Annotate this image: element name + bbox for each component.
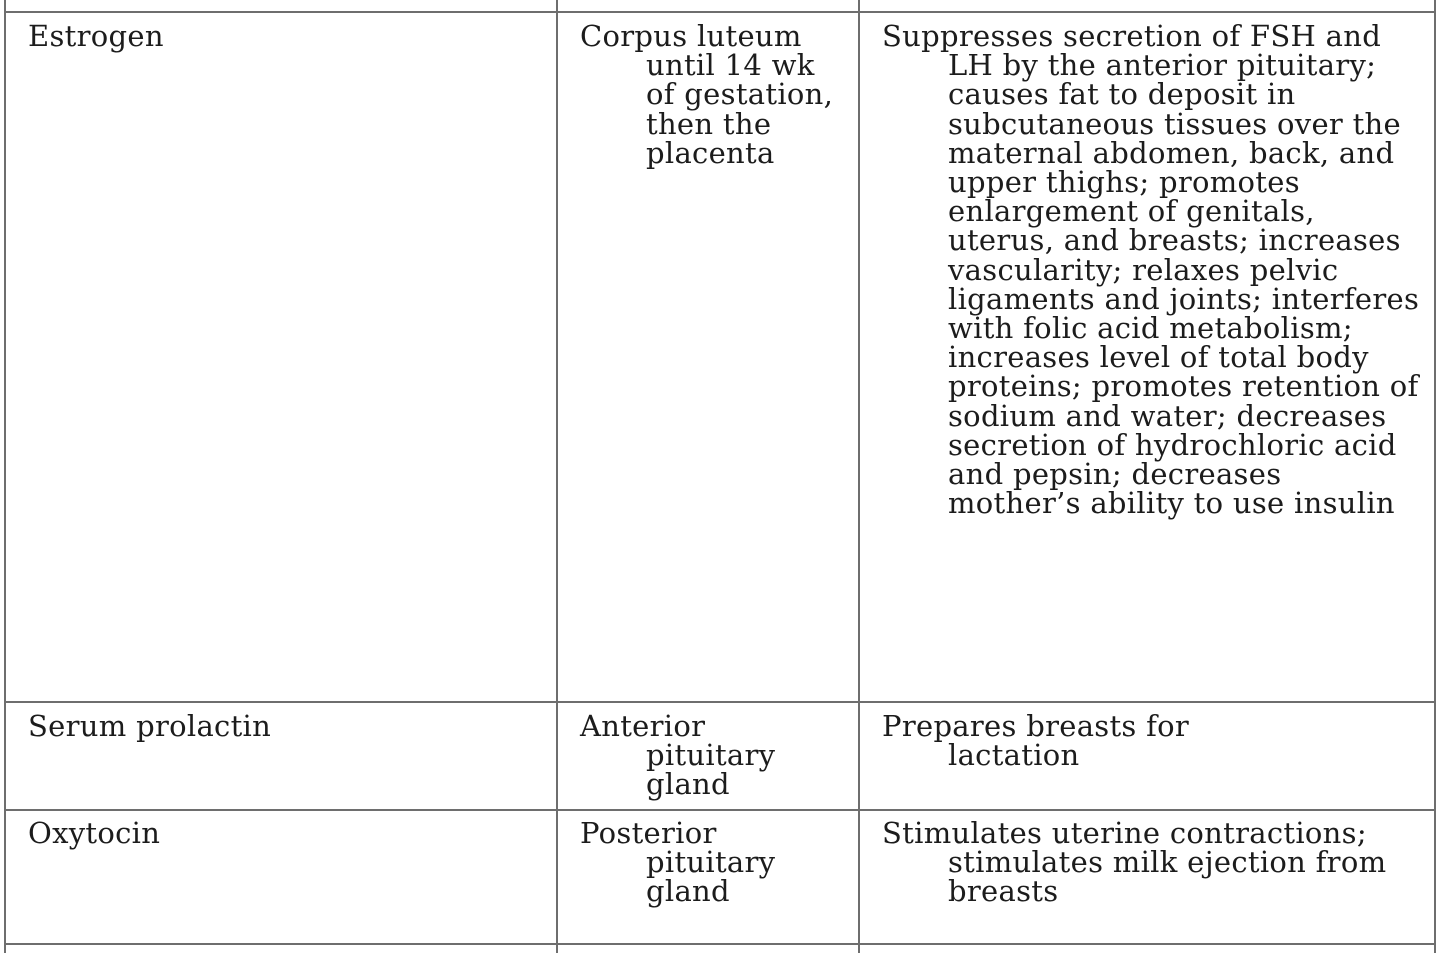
table-row-hormone: Oxytocin [28, 816, 161, 850]
table-row-function: Stimulates uterine contractions; stimulates milk ejection from breasts [882, 816, 1387, 909]
table-row-function: Suppresses secretion of FSH and LH by the anterior pituitary; causes fat to deposit in subcutaneous tissues over the maternal abdomen, back, and upper thighs; promotes enlargement of genitals, uterus, and breasts; increases vascularity; relaxes pelvic ligaments and joints; interferes with folic acid metabolism; increases level of total body proteins; promotes retention of sodium and water; decreases secretion of hydrochloric acid and pepsin; decreases mother’s ability to use insulin [882, 19, 1420, 521]
table-left-border [4, 0, 6, 953]
table-right-border [1434, 0, 1436, 953]
column-divider [556, 0, 558, 953]
row-divider [4, 943, 1436, 945]
column-divider [858, 0, 860, 953]
row-divider [4, 701, 1436, 703]
row-divider [4, 809, 1436, 811]
table-row-hormone: Estrogen [28, 19, 164, 53]
table-row-source: Posterior pituitary gland [580, 816, 776, 909]
table-row-function: Prepares breasts for lactation [882, 709, 1190, 773]
table-row-hormone: Serum prolactin [28, 709, 272, 743]
table-top-rule [4, 11, 1436, 13]
table-row-source: Anterior pituitary gland [580, 709, 776, 802]
table-row-source: Corpus luteum until 14 wk of gestation, then the placenta [580, 19, 834, 170]
